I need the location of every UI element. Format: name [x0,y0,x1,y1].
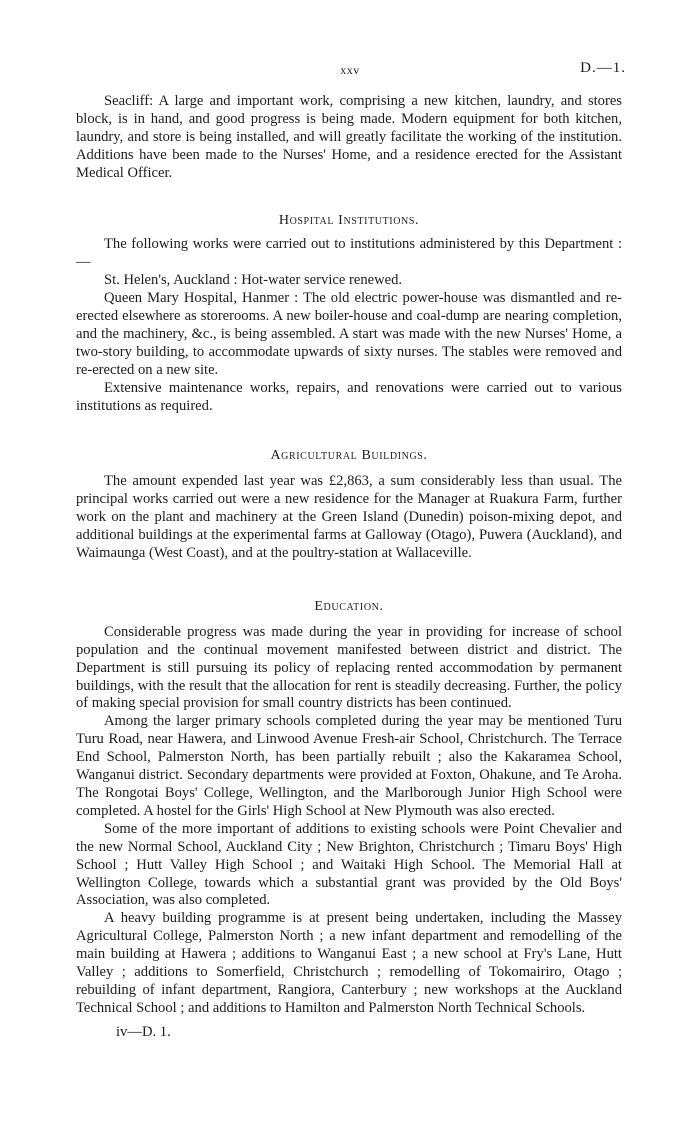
section-heading-agricultural: Agricultural Buildings. [270,447,428,463]
paragraph: Seacliff: A large and important work, comprising a new kitchen, laundry, and stores block, is in hand, and good progress is being made. Modern equipment for both kitchen, laundry, and store is being installed, and will greatly facilitate the working of the institution. Additions have been made to the Nurses' Home, and a residence erected for the Assistant Medical Officer. [76,93,622,181]
paragraph: Some of the more important of additions to existing schools were Point Chevalier and the new Normal School, Auckland City ; New Brighton, Christchurch ; Timaru Boys' High School ; Hutt Valley High School ; and Waitaki High School. The Memorial Hall at Wellington College, towards which a substantial grant was provided by the Old Boys' Association, was also completed. [76,820,622,909]
paragraph: St. Helen's, Auckland : Hot-water service renewed. [104,272,403,289]
signature-mark: iv—D. 1. [116,1023,171,1040]
paragraph: The amount expended last year was £2,863, a sum considerably less than usual. The principal works carried out were a new residence for the Manager at Ruakura Farm, further work on the plant and machinery at the Green Island (Dunedin) poison-mixing depot, and additional buildings at the experimental farms at Galloway (Otago), Puwera (Auckland), and Waimaunga (West Coast), and at the poultry-station at Wallaceville. [76,473,622,562]
paragraph: Among the larger primary schools completed during the year may be mentioned Turu Turu Road, near Hawera, and Linwood Avenue Fresh-air School, Christchurch. The Terrace End School, Palmerston North, has been partially rebuilt ; also the Kakaramea School, Wanganui district. Secondary departments were provided at Foxton, Ohakune, and Te Aroha. The Rongotai Boys' College, Wellington, and the Marlborough Junior High School were completed. A hostel for the Girls' High School at New Plymouth was also erected. [76,713,622,819]
paragraph: The following works were carried out to institutions administered by this Department :— [76,236,622,271]
agricultural-section [76,447,622,563]
page-number: xxv [340,63,360,77]
hospital-section [76,212,622,416]
paragraph: Queen Mary Hospital, Hanmer : The old electric power-house was dismantled and re-erected elsewhere as storerooms. A new boiler-house and coal-dump are nearing completion, and the machinery, &c., is being assembled. A start was made with the new Nurses' Home, a two-story building, to accommodate upwards of sixty nurses. The stables were removed and re-erected on a new site. [76,290,622,378]
section-heading-education: Education. [314,598,384,614]
page-body [76,93,622,1042]
seacliff-section [76,93,622,183]
paragraph: Considerable progress was made during the year in providing for increase of school population and the continual movement manifested between district and district. The Department is still pursuing its policy of replacing rented accommodation by permanent buildings, with the result that the allocation for rent is steadily decreasing. Further, the policy of making special provision for small country districts has been continued. [76,623,622,712]
paragraph: Extensive maintenance works, repairs, and renovations were carried out to various institutions as required. [76,379,622,414]
section-heading-hospital: Hospital Institutions. [278,212,420,228]
paragraph: A heavy building programme is at present being undertaken, including the Massey Agricultural College, Palmerston North ; a new infant department and remodelling of the main building at Hawera ; additions to Wanganui East ; a new school at Fry's Lane, Hutt Valley ; additions to Somerfield, Christchurch ; remodelling of Tokomairiro, Otago ; rebuilding of infant department, Rangiora, Canterbury ; new workshops at the Auckland Technical School ; and additions to Hamilton and Palmerston North Technical Schools. [76,910,622,1016]
education-section [76,598,622,1018]
document-reference: D.—1. [580,60,626,76]
